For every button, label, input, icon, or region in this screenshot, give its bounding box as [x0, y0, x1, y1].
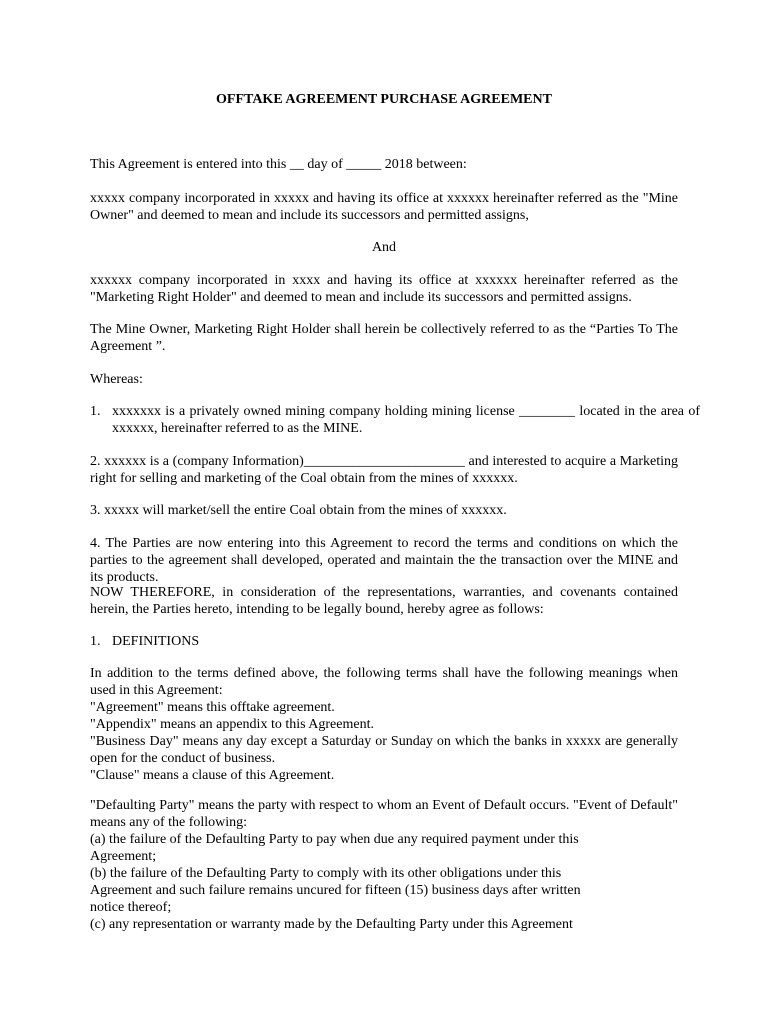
definition-business-day: "Business Day" means any day except a Saturday or Sunday on which the banks in xxxxx are generally open for the conduct of business.: [90, 734, 678, 766]
definition-clause: "Clause" means a clause of this Agreement.: [90, 768, 335, 783]
party-one-paragraph: xxxxx company incorporated in xxxxx and having its office at xxxxxx hereinafter referred as the "Mine Owner" and deemed to mean and include its successors and permitted assigns,: [90, 191, 678, 223]
and-separator: And: [371, 240, 397, 255]
recital-1: [90, 403, 700, 437]
section-1-number: 1.: [90, 634, 101, 649]
default-b-line-1: (b) the failure of the Defaulting Party to comply with its other obligations under this: [90, 866, 562, 881]
default-c-line-1: (c) any representation or warranty made by the Defaulting Party under this Agreement: [90, 917, 573, 932]
definitions-block: [90, 665, 678, 784]
parties-collective-paragraph: The Mine Owner, Marketing Right Holder shall herein be collectively referred to as the “Parties To The Agreement ”.: [90, 322, 678, 354]
section-1-heading: [90, 633, 678, 650]
definition-agreement: "Agreement" means this offtake agreement.: [90, 700, 335, 715]
recital-3: 3. xxxxx will market/sell the entire Coal obtain from the mines of xxxxxx.: [90, 503, 507, 518]
whereas-heading: Whereas:: [90, 372, 143, 387]
definitions-intro: In addition to the terms defined above, the following terms shall have the following meanings when used in this Agreement:: [90, 666, 678, 698]
recital-2: 2. xxxxxx is a (company Information)_______________________ and interested to acquire a Marketing right for selling and marketing of the Coal obtain from the mines of xxxxxx.: [90, 454, 678, 486]
recital-1-text: xxxxxxx is a privately owned mining company holding mining license ________ located in the area of xxxxxx, hereinafter referred to as the MINE.: [112, 404, 700, 436]
definition-appendix: "Appendix" means an appendix to this Agreement.: [90, 717, 374, 732]
intro-paragraph: This Agreement is entered into this __ day of _____ 2018 between:: [90, 157, 467, 172]
now-therefore-paragraph: NOW THEREFORE, in consideration of the representations, warranties, and covenants contained herein, the Parties hereto, intending to be legally bound, hereby agree as follows:: [90, 585, 678, 617]
defaulting-party-block: [90, 797, 678, 933]
section-1-title: DEFINITIONS: [112, 634, 200, 649]
default-b-line-3: notice thereof;: [90, 900, 172, 915]
default-b-line-2: Agreement and such failure remains uncured for fifteen (15) business days after written: [90, 883, 581, 898]
definition-defaulting-party: "Defaulting Party" means the party with respect to whom an Event of Default occurs. "Event of Default" means any of the following:: [90, 798, 678, 830]
party-two-paragraph: xxxxxx company incorporated in xxxx and having its office at xxxxxx hereinafter referred as the "Marketing Right Holder" and deemed to mean and include its successors and permitted assigns.: [90, 273, 678, 305]
default-a-line-2: Agreement;: [90, 849, 157, 864]
recital-1-number: 1.: [90, 404, 101, 419]
recital-4: 4. The Parties are now entering into this Agreement to record the terms and conditions on which the parties to the agreement shall developed, operated and maintain the the transaction over the MINE and its products.: [90, 536, 678, 585]
document-title: OFFTAKE AGREEMENT PURCHASE AGREEMENT: [216, 92, 552, 107]
default-a-line-1: (a) the failure of the Defaulting Party to pay when due any required payment under this: [90, 832, 579, 847]
